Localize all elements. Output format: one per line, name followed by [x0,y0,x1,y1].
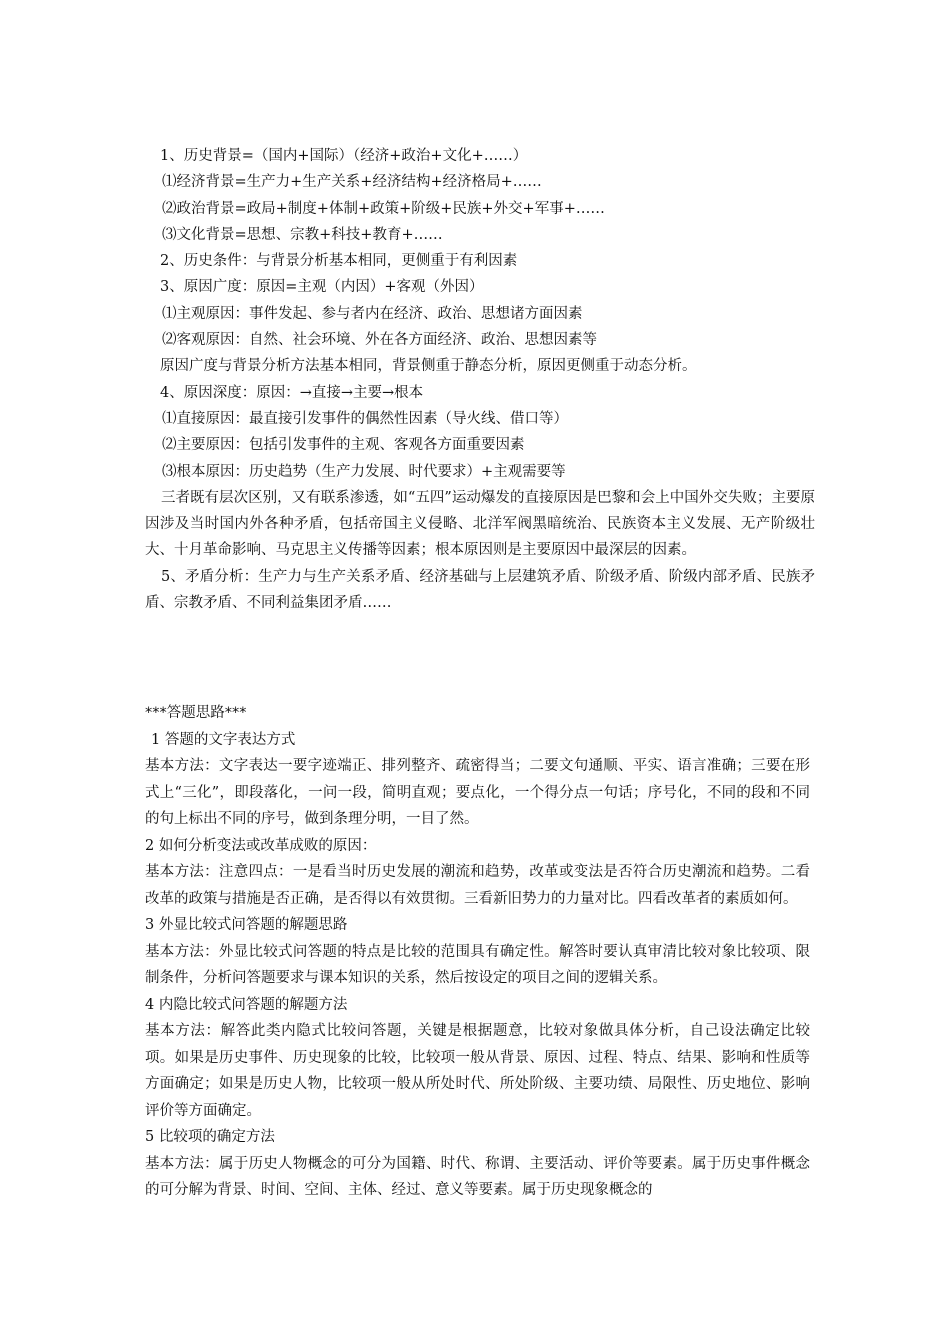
paragraph-three-levels: 三者既有层次区别，又有联系渗透，如“五四”运动爆发的直接原因是巴黎和会上中国外交失败；主要原因涉及当时国内外各种矛盾，包括帝国主义侵略、北洋军阀黑暗统治、民族资本主义发展、无产阶级壮大、十月革命影响、马克思主义传播等因素；根本原因则是主要原因中最深层的因素。 [145,489,815,559]
analysis-methods-section [145,143,815,616]
text-line: ⑵政治背景=政局+制度+体制+政策+阶级+民族+外交+军事+…… [162,200,605,217]
text-line: 4、原因深度：原因：→直接→主要→根本 [160,384,424,401]
text-line: 原因广度与背景分析方法基本相同，背景侧重于静态分析，原因更侧重于动态分析。 [160,358,697,375]
item-title: 4 内隐比较式问答题的解题方法 [145,996,348,1013]
item-body: 基本方法：属于历史人物概念的可分为国籍、时代、称谓、主要活动、评价等要素。属于历史事件概念的可分解为背景、时间、空间、主体、经过、意义等要素。属于历史现象概念的 [145,1155,810,1198]
text-line: ⑶文化背景=思想、宗教+科技+教育+…… [162,226,443,243]
section-heading: ***答题思路*** [145,705,247,721]
item-title: 2 如何分析变法或改革成败的原因： [145,837,377,854]
answer-approach-section [145,700,810,1204]
text-line: 3、原因广度：原因=主观（内因）+客观（外因） [160,279,484,296]
text-line: ⑶根本原因：历史趋势（生产力发展、时代要求）+主观需要等 [162,463,566,480]
item-body: 基本方法：解答此类内隐式比较问答题，关键是根据题意，比较对象做具体分析，自己设法确定比较项。如果是历史事件、历史现象的比较，比较项一般从背景、原因、过程、特点、结果、影响和性质等方面确定；如果是历史人物，比较项一般从所处时代、所处阶级、主要功绩、局限性、历史地位、影响评价等方面确定。 [145,1023,810,1119]
item-body: 基本方法：注意四点：一是看当时历史发展的潮流和趋势，改革或变法是否符合历史潮流和趋势。二看改革的政策与措施是否正确，是否得以有效贯彻。三看新旧势力的力量对比。四看改革者的素质如何。 [145,864,810,907]
text-line: ⑵主要原因：包括引发事件的主观、客观各方面重要因素 [162,437,525,454]
text-line: ⑴经济背景=生产力+生产关系+经济结构+经济格局+…… [162,174,542,191]
text-line: 1、历史背景=（国内+国际）（经济+政治+文化+……） [160,148,528,164]
text-line: ⑴主观原因：事件发起、参与者内在经济、政治、思想诸方面因素 [162,305,583,322]
text-line: ⑵客观原因：自然、社会环境、外在各方面经济、政治、思想因素等 [162,332,597,349]
item-body: 基本方法：外显比较式问答题的特点是比较的范围具有确定性。解答时要认真审清比较对象比较项、限制条件，分析问答题要求与课本知识的关系，然后按设定的项目之间的逻辑关系。 [145,943,810,986]
item-title: 3 外显比较式问答题的解题思路 [145,917,348,933]
item-body: 基本方法：文字表达一要字迹端正、排列整齐、疏密得当；二要文句通顺、平实、语言准确；三要在形式上“三化”，即段落化，一问一段，简明直观；要点化，一个得分点一句话；序号化，不同的段和不同的句上标出不同的序号，做到条理分明，一目了然。 [145,758,810,827]
item-title: 1 答题的文字表达方式 [151,731,296,748]
item-title: 5 比较项的确定方法 [145,1129,275,1145]
text-line: ⑴直接原因：最直接引发事件的偶然性因素（导火线、借口等） [162,410,568,427]
text-line: 2、历史条件：与背景分析基本相同，更侧重于有利因素 [160,253,518,270]
paragraph-contradiction-analysis: 5、矛盾分析：生产力与生产关系矛盾、经济基础与上层建筑矛盾、阶级矛盾、阶级内部矛盾、民族矛盾、宗教矛盾、不同利益集团矛盾…… [145,568,815,612]
